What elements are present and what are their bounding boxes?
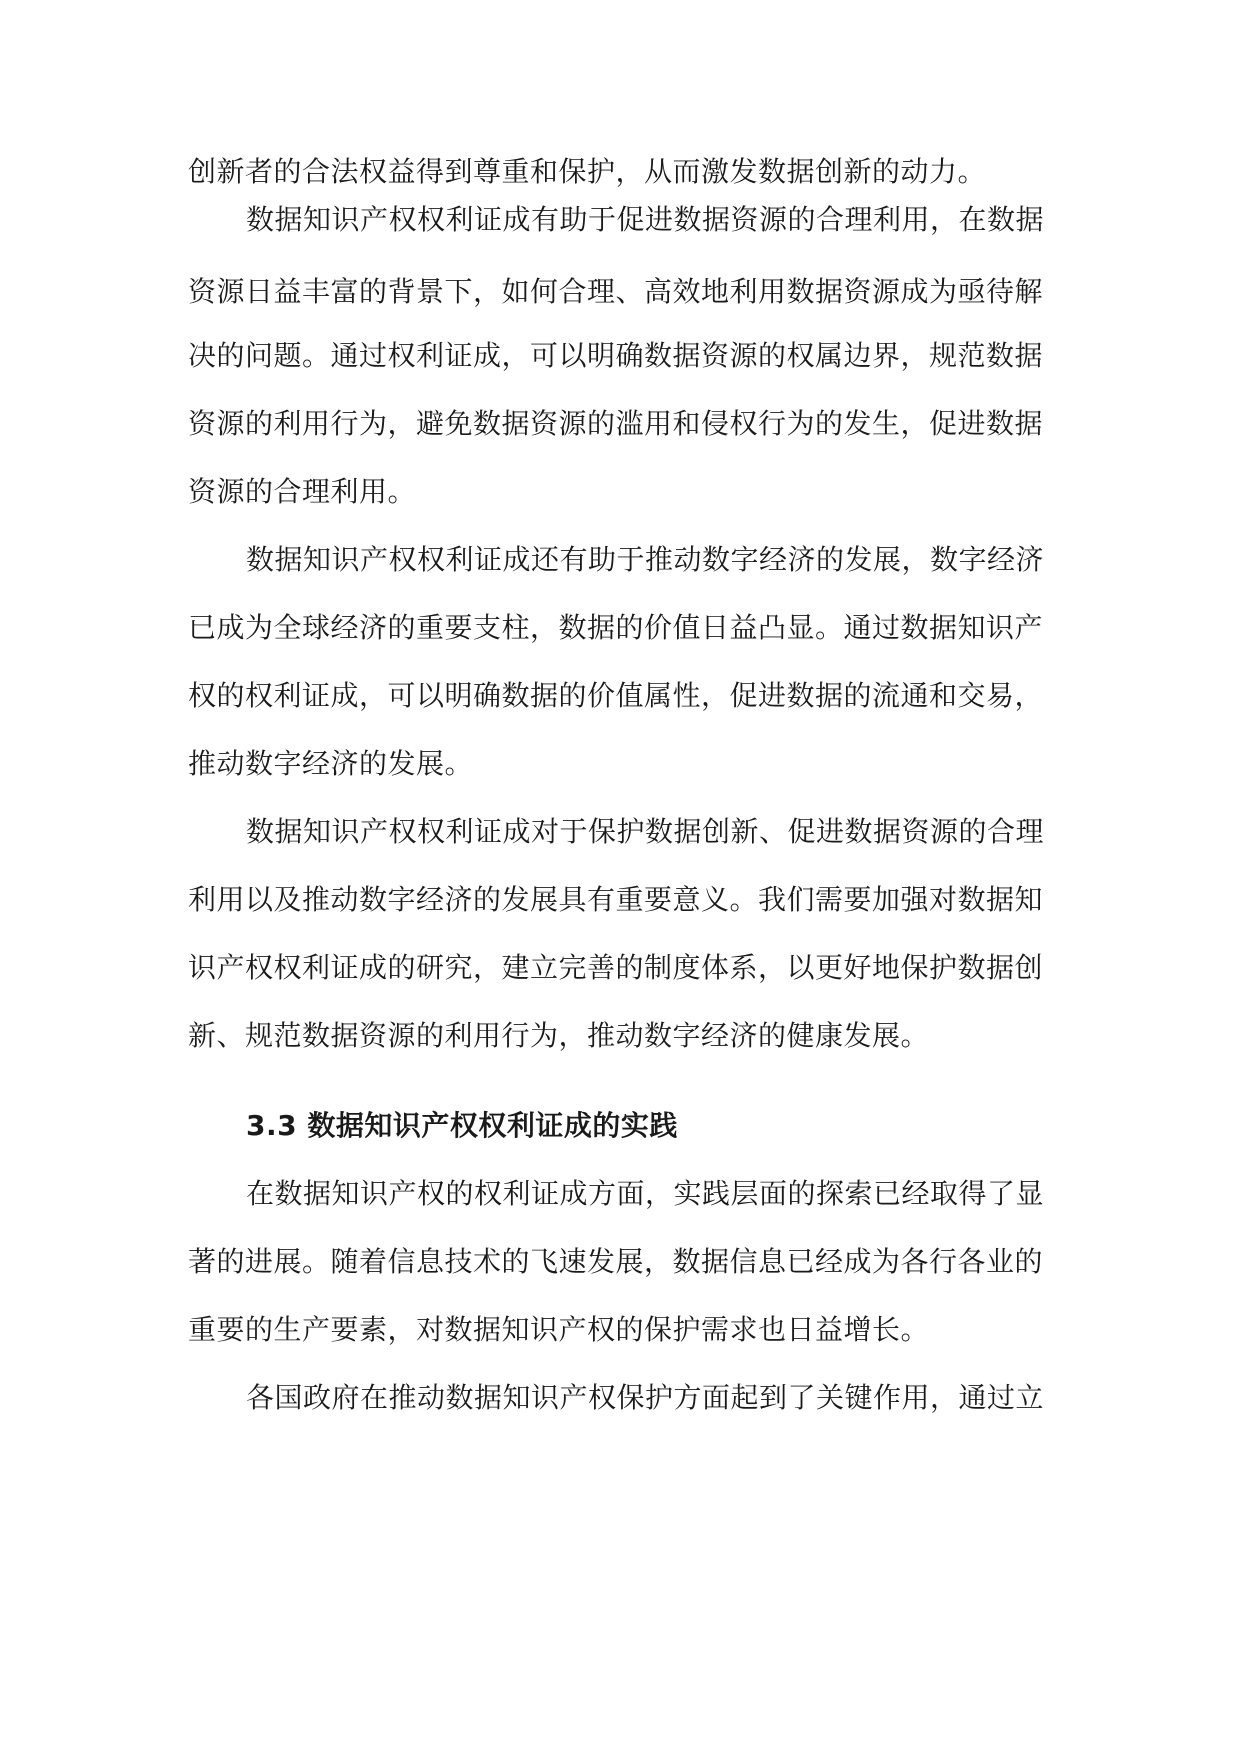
text-line-13: 识产权权利证成的研究，建立完善的制度体系，以更好地保护数据创 bbox=[188, 951, 1044, 984]
section-heading: 3.3 数据知识产权权利证成的实践 bbox=[246, 1109, 678, 1142]
text-line-6: 资源的合理利用。 bbox=[188, 475, 417, 508]
text-line-11: 数据知识产权权利证成对于保护数据创新、促进数据资源的合理 bbox=[246, 815, 1045, 848]
text-line-1: 创新者的合法权益得到尊重和保护，从而激发数据创新的动力。 bbox=[188, 155, 987, 188]
text-line-8: 已成为全球经济的重要支柱，数据的价值日益凸显。通过数据知识产 bbox=[188, 611, 1044, 644]
text-line-14: 新、规范数据资源的利用行为，推动数字经济的健康发展。 bbox=[188, 1019, 930, 1052]
text-line-9: 权的权利证成，可以明确数据的价值属性，促进数据的流通和交易， bbox=[188, 679, 1044, 712]
text-line-16: 著的进展。随着信息技术的飞速发展，数据信息已经成为各行各业的 bbox=[188, 1245, 1044, 1278]
text-line-7: 数据知识产权权利证成还有助于推动数字经济的发展，数字经济 bbox=[246, 543, 1045, 576]
text-line-18: 各国政府在推动数据知识产权保护方面起到了关键作用，通过立 bbox=[246, 1381, 1045, 1414]
text-line-15: 在数据知识产权的权利证成方面，实践层面的探索已经取得了显 bbox=[246, 1177, 1045, 1210]
text-line-12: 利用以及推动数字经济的发展具有重要意义。我们需要加强对数据知 bbox=[188, 883, 1044, 916]
text-line-10: 推动数字经济的发展。 bbox=[188, 747, 474, 780]
text-line-2: 数据知识产权权利证成有助于促进数据资源的合理利用，在数据 bbox=[246, 203, 1045, 236]
text-line-17: 重要的生产要素，对数据知识产权的保护需求也日益增长。 bbox=[188, 1313, 930, 1346]
text-line-4: 决的问题。通过权利证成，可以明确数据资源的权属边界，规范数据 bbox=[188, 339, 1044, 372]
text-line-5: 资源的利用行为，避免数据资源的滥用和侵权行为的发生，促进数据 bbox=[188, 407, 1044, 440]
text-line-3: 资源日益丰富的背景下，如何合理、高效地利用数据资源成为亟待解 bbox=[188, 275, 1044, 308]
